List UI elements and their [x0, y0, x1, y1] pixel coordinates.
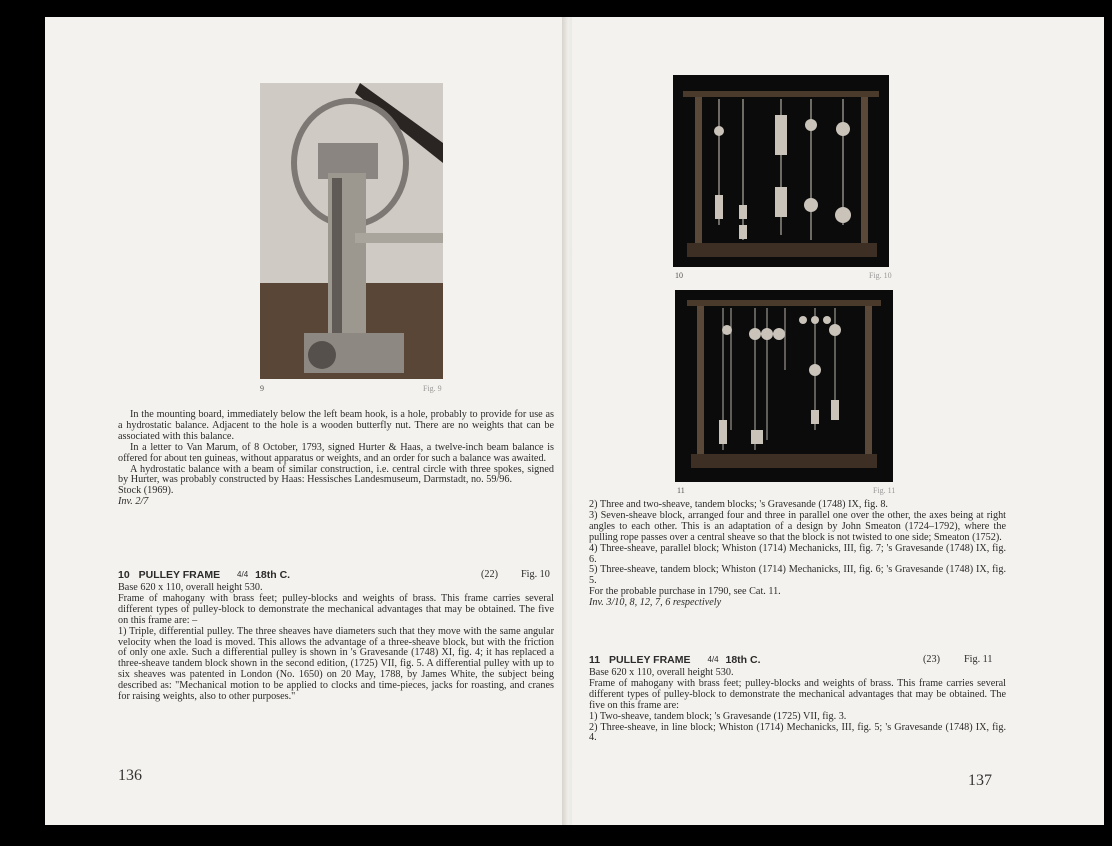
entry-title: PULLEY FRAME: [138, 569, 221, 581]
entry-10-text: [118, 583, 554, 703]
fig-9-caption: Fig. 9: [423, 384, 442, 393]
entry-10-continuation: [589, 500, 1006, 609]
left-page: [45, 17, 566, 825]
entry-11-text: [589, 668, 1006, 744]
left-intro-text: [118, 410, 554, 508]
entry-11-fig-ref: Fig. 11: [964, 654, 993, 665]
entry-date: 18th C.: [725, 654, 761, 666]
entry-number: 10: [118, 569, 130, 581]
fig-11-caption: Fig. 11: [873, 486, 896, 495]
intro-paragraph: A hydrostatic balance with a beam of similar construction, i.e. central circle with three spokes, signed by Hurter, was probably constructed by Haas: Hessisches Landesmuseum, Darmstadt, no. 59/96.: [118, 463, 554, 486]
fig-11-number: 11: [677, 486, 685, 495]
entry-11-heading: [589, 654, 761, 666]
fig-11-pulley-frame-photo: [675, 290, 893, 482]
entry-line: 1) Triple, differential pulley. The three sheaves have diameters such that they move with the same angular velocity when the load is moved. This allows the advantage of a three-sheave block, but with the friction of only one axle. Such a differential pulley is shown in 's Gravesande (1748) XI, fig. 4; it has replaced a three-sheave tandem block shown in the second edition, (1725) VII, fig. 5. A differential pulley with up to six sheaves was patented in London (No. 1650) on 20 May, 1788, by James White, the subject being described as: "Mechanical motion to be applied to clocks and time-pieces, jacks for roasting, and cranes for raising weights, also to other purposes.": [118, 625, 554, 703]
inventory-line: Inv. 2/7: [118, 496, 149, 508]
entry-number: 11: [589, 654, 601, 666]
entry-10-fig-ref: Fig. 10: [521, 569, 550, 580]
continuation-line: 5) Three-sheave, tandem block; Whiston (1714) Mechanicks, III, fig. 6; 's Gravesande (1748) IX, fig. 5.: [589, 564, 1006, 587]
entry-10-heading: [118, 569, 290, 581]
fig-10-number: 10: [675, 271, 683, 280]
date-fraction: 4/4: [237, 570, 249, 579]
intro-paragraph: In the mounting board, immediately below the left beam hook, is a hole, probably to provide for use as a hydrostatic balance. Adjacent to the hole is a wooden butterfly nut. There are no weights that can be associated with this balance.: [118, 409, 554, 442]
right-page: [572, 17, 1104, 825]
entry-date: 18th C.: [255, 569, 291, 581]
fig-9-number: 9: [260, 384, 264, 393]
continuation-line: 4) Three-sheave, parallel block; Whiston (1714) Mechanicks, III, fig. 7; 's Gravesande (1748) IX, fig. 6.: [589, 542, 1006, 565]
entry-line: 1) Two-sheave, tandem block; 's Gravesande (1725) VII, fig. 3.: [589, 710, 847, 722]
continuation-line: For the probable purchase in 1790, see Cat. 11.: [589, 586, 781, 598]
fig-10-caption: Fig. 10: [869, 271, 892, 280]
entry-line: Frame of mahogany with brass feet; pulley-blocks and weights of brass. This frame carries several different types of pulley-block to demonstrate the mechanical advantages that may be obtained. The five on this frame are: –: [118, 592, 554, 626]
entry-title: PULLEY FRAME: [609, 654, 691, 666]
reference-line: Stock (1969).: [118, 485, 174, 497]
continuation-line: 2) Three and two-sheave, tandem blocks; 's Gravesande (1748) IX, fig. 8.: [589, 499, 888, 510]
entry-11-catalogue-ref: (23): [923, 654, 940, 665]
entry-line: Base 620 x 110, overall height 530.: [589, 667, 734, 678]
date-fraction: 4/4: [707, 655, 719, 664]
page-number-136: 136: [118, 767, 142, 784]
continuation-line: 3) Seven-sheave block, arranged four and three in parallel one over the other, the axes being at right angles to each other. This is an adaptation of a design by John Smeaton (1724–1792), where the pulling rope passes over a central sheave so that the block is not twisted to one side; Smeaton (1752).: [589, 509, 1006, 543]
fig-9-balance-photo: [260, 83, 443, 379]
intro-paragraph: In a letter to Van Marum, of 8 October, 1793, signed Hurter & Haas, a twelve-inch beam balance is offered for about ten guineas, without apparatus or weights, and an order for such a balance was awaited.: [118, 441, 554, 464]
entry-line: Base 620 x 110, overall height 530.: [118, 582, 263, 593]
entry-line: Frame of mahogany with brass feet; pulley-blocks and weights of brass. This frame carries several different types of pulley-block to demonstrate the mechanical advantages that may be obtained. The five on this frame are:: [589, 677, 1006, 711]
entry-10-catalogue-ref: (22): [481, 569, 498, 580]
fig-10-pulley-frame-photo: [673, 75, 889, 267]
inventory-line: Inv. 3/10, 8, 12, 7, 6 respectively: [589, 597, 722, 609]
page-number-137: 137: [968, 772, 992, 789]
entry-line: 2) Three-sheave, in line block; Whiston (1714) Mechanicks, III, fig. 5; 's Gravesande (1748) IX, fig. 4.: [589, 721, 1006, 744]
